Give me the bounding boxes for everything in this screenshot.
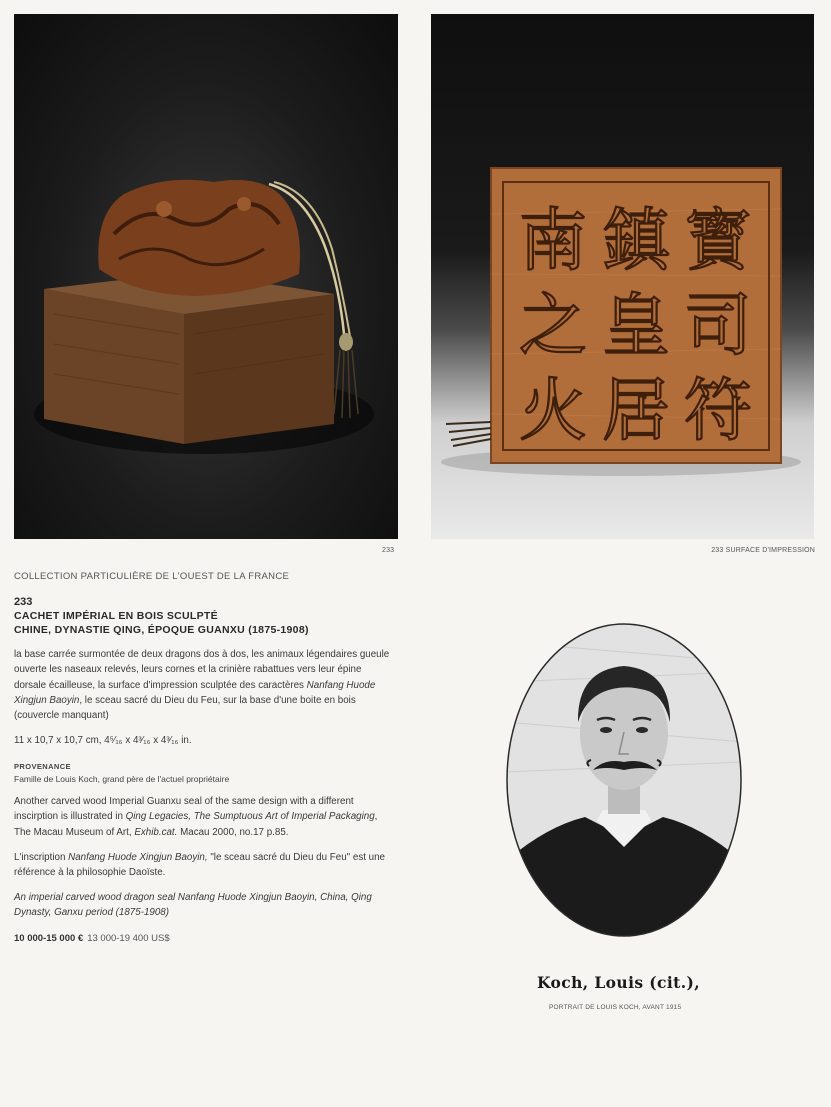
para-text: L'inscription xyxy=(14,851,69,863)
seal-photo-impression xyxy=(431,14,814,539)
lot-description xyxy=(14,647,394,723)
para-italic: An imperial carved wood dragon seal Nanfang Huode Xingjun Baoyin, China, Qing Dynasty, Ganxu period (1875-1908) xyxy=(14,892,372,919)
photo-caption-right: 233 SURFACE D'IMPRESSION xyxy=(711,547,815,554)
para-italic: Qing Legacies, The Sumptuous Art of Imperial Packaging xyxy=(125,811,375,823)
para-text: Another carved wood Imperial Guanxu seal of the same design with a different inscirption is illustrated in xyxy=(14,796,354,823)
para-text: "le sceau sacré du Dieu du Feu" est une référence à la philosophie Daoïste. xyxy=(14,851,386,878)
para-italic: Exhib.cat. xyxy=(134,826,178,838)
portrait-name: Koch, Louis (cit.), xyxy=(537,973,701,992)
comparison-paragraph xyxy=(14,794,394,840)
para-italic: Nanfang Huode Xingjun Baoyin, xyxy=(68,851,208,863)
estimate-eur: 10 000-15 000 € xyxy=(14,932,84,944)
portrait-louis-koch xyxy=(505,622,743,938)
lot-title: CACHET IMPÉRIAL EN BOIS SCULPTÉ xyxy=(14,610,218,622)
lot-dimensions: 11 x 10,7 x 10,7 cm, 4⁵⁄₁₆ x 4³⁄₁₆ x 4³⁄₁₆ in. xyxy=(14,735,192,747)
seal-char: 火 xyxy=(518,372,588,451)
seal-char: 鎮 xyxy=(601,202,671,281)
desc-text: , le sceau sacré du Dieu du Feu, sur la base d'une boite en bois (couvercle manquant) xyxy=(14,694,356,721)
seal-char: 司 xyxy=(683,287,753,366)
provenance-label: PROVENANCE xyxy=(14,762,71,772)
seal-dragon-illustration xyxy=(14,14,398,539)
estimate-usd: 13 000-19 400 US$ xyxy=(87,932,170,944)
seal-char: 皇 xyxy=(601,287,671,366)
collection-heading: COLLECTION PARTICULIÈRE DE L'OUEST DE LA FRANCE xyxy=(14,571,290,582)
seal-char: 之 xyxy=(518,287,588,366)
seal-char: 符 xyxy=(683,372,753,451)
seal-char: 居 xyxy=(601,372,671,451)
inscription-paragraph xyxy=(14,850,394,880)
estimate xyxy=(14,933,394,944)
para-text: Macau 2000, no.17 p.85. xyxy=(177,826,289,838)
seal-char: 寳 xyxy=(683,202,753,281)
seal-photo-dragon xyxy=(14,14,398,539)
english-summary xyxy=(14,890,394,920)
lot-number: 233 xyxy=(14,596,33,608)
portrait-illustration xyxy=(505,622,743,938)
lot-entry xyxy=(14,596,394,944)
photo-caption-left: 233 xyxy=(382,547,395,554)
seal-face-illustration xyxy=(431,14,814,539)
desc-italic: Nanfang Huode Xingjun Baoyin xyxy=(14,679,376,706)
portrait-caption: PORTRAIT DE LOUIS KOCH, AVANT 1915 xyxy=(549,1004,682,1011)
desc-text: la base carrée surmontée de deux dragons dos à dos, les animaux légendaires gueule ouverte les naseaux relevés, leurs cornes et la crinière rabattues vers leur épine dorsale écailleuse, la surface d'impression sculptée des caractères xyxy=(14,649,390,691)
lot-subtitle: CHINE, DYNASTIE QING, ÉPOQUE GUANXU (1875-1908) xyxy=(14,623,309,636)
para-text: , The Macau Museum of Art, xyxy=(14,811,378,838)
seal-char: 南 xyxy=(518,202,588,281)
provenance-text: Famille de Louis Koch, grand père de l'actuel propriétaire xyxy=(14,774,230,785)
